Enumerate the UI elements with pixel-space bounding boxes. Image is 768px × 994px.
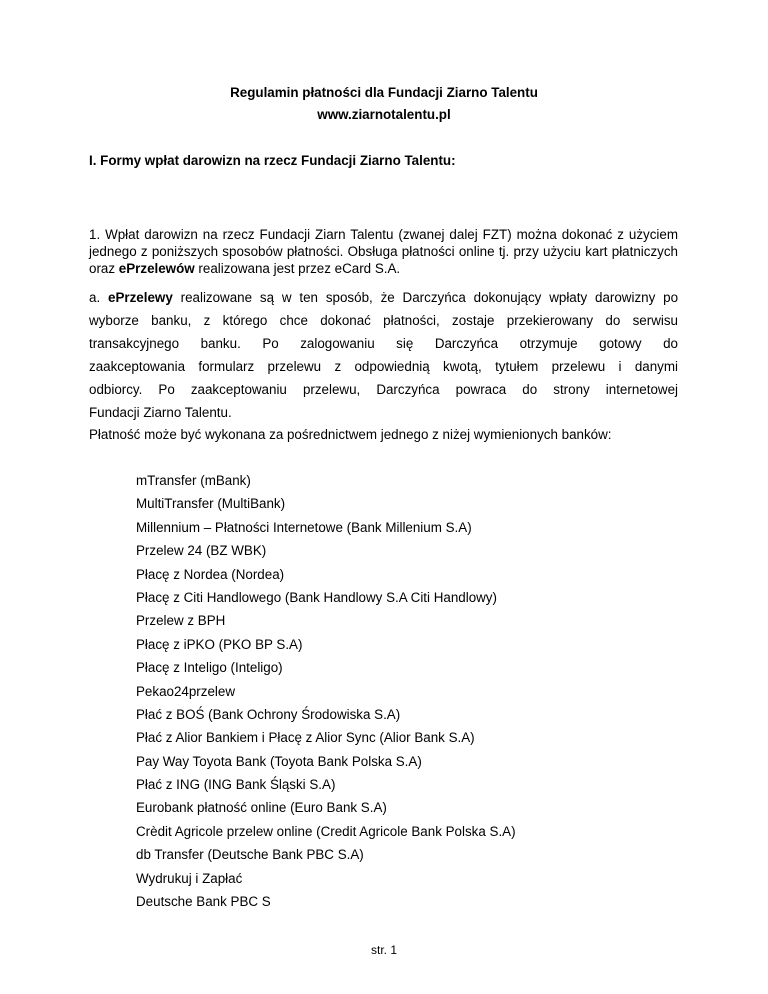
bank-list-item: Crèdit Agricole przelew online (Credit Agricole Bank Polska S.A): [136, 823, 516, 839]
page-number: str. 1: [370, 943, 397, 957]
bank-list-item: Płacę z Citi Handlowego (Bank Handlowy S.A Citi Handlowy): [136, 589, 497, 605]
bank-list-item: Płacę z iPKO (PKO BP S.A): [136, 636, 303, 652]
bank-list-item: Płacę z Nordea (Nordea): [136, 566, 285, 582]
website-url: www.ziarnotalentu.pl: [317, 107, 451, 122]
bank-list-item: Millennium – Płatności Internetowe (Bank Millenium S.A): [136, 519, 472, 535]
section-heading: I. Formy wpłat darowizn na rzecz Fundacji Ziarno Talentu:: [89, 153, 456, 168]
bank-list-item: mTransfer (mBank): [136, 473, 251, 488]
paragraph-1-text-after: realizowana jest przez eCard S.A.: [194, 261, 401, 276]
paragraph-a-line-1-rest: realizowane są w ten sposób, że Darczyńca dokonujący wpłaty darowizny po: [172, 290, 678, 305]
bank-list-item: db Transfer (Deutsche Bank PBC S.A): [136, 847, 364, 863]
paragraph-1-text-before: 1. Wpłat darowizn na rzecz Fundacji Ziarn Talentu (zwanej dalej FZT) można dokonać z użyciem jednego z poniższych sposobów płatności. Obsługa płatności online tj. przy użyciu kart płatniczych oraz: [89, 227, 678, 276]
document-title: Regulamin płatności dla Fundacji Ziarno Talentu: [230, 85, 538, 100]
paragraph-1-bold-term: ePrzelewów: [118, 261, 195, 276]
paragraph-a-prefix: a.: [89, 290, 109, 305]
bank-list: [136, 472, 516, 916]
banks-intro: Płatność może być wykonana za pośrednictwem jednego z niżej wymienionych banków:: [89, 427, 612, 442]
paragraph-a-line-1: [89, 289, 678, 307]
bank-list-item: Przelew 24 (BZ WBK): [136, 543, 267, 559]
bank-list-item: Płać z ING (ING Bank Śląski S.A): [136, 777, 336, 793]
bank-list-item: Eurobank płatność online (Euro Bank S.A): [136, 800, 387, 816]
bank-list-item: Płać z BOŚ (Bank Ochrony Środowiska S.A): [136, 706, 401, 722]
bank-list-item: Deutsche Bank PBC S: [136, 894, 271, 910]
bank-list-item: Płać z Alior Bankiem i Płacę z Alior Sync (Alior Bank S.A): [136, 730, 475, 746]
bank-list-item: MultiTransfer (MultiBank): [136, 496, 286, 512]
paragraph-a-line-4: zaakceptowania formularz przelewu z odpowiednią kwotą, tytułem przelewu i danymi: [89, 359, 678, 374]
paragraph-a-line-3: transakcyjnego banku. Po zalogowaniu się Darczyńca otrzymuje gotowy do: [89, 336, 678, 351]
bank-list-item: Przelew z BPH: [136, 613, 226, 629]
bank-list-item: Płacę z Inteligo (Inteligo): [136, 660, 283, 676]
bank-list-item: Wydrukuj i Zapłać: [136, 870, 243, 886]
bank-list-item: Pay Way Toyota Bank (Toyota Bank Polska S.A): [136, 753, 422, 769]
bank-list-item: Pekao24przelew: [136, 683, 236, 699]
paragraph-a-line-6: Fundacji Ziarno Talentu.: [89, 405, 232, 420]
paragraph-a-bold-term: ePrzelewy: [108, 290, 173, 305]
paragraph-a-line-2: wyborze banku, z którego chce dokonać płatności, zostaje przekierowany do serwisu: [89, 313, 678, 328]
paragraph-a-line-5: odbiorcy. Po zaakceptowaniu przelewu, Darczyńca powraca do strony internetowej: [89, 382, 678, 397]
paragraph-1: [89, 226, 678, 277]
